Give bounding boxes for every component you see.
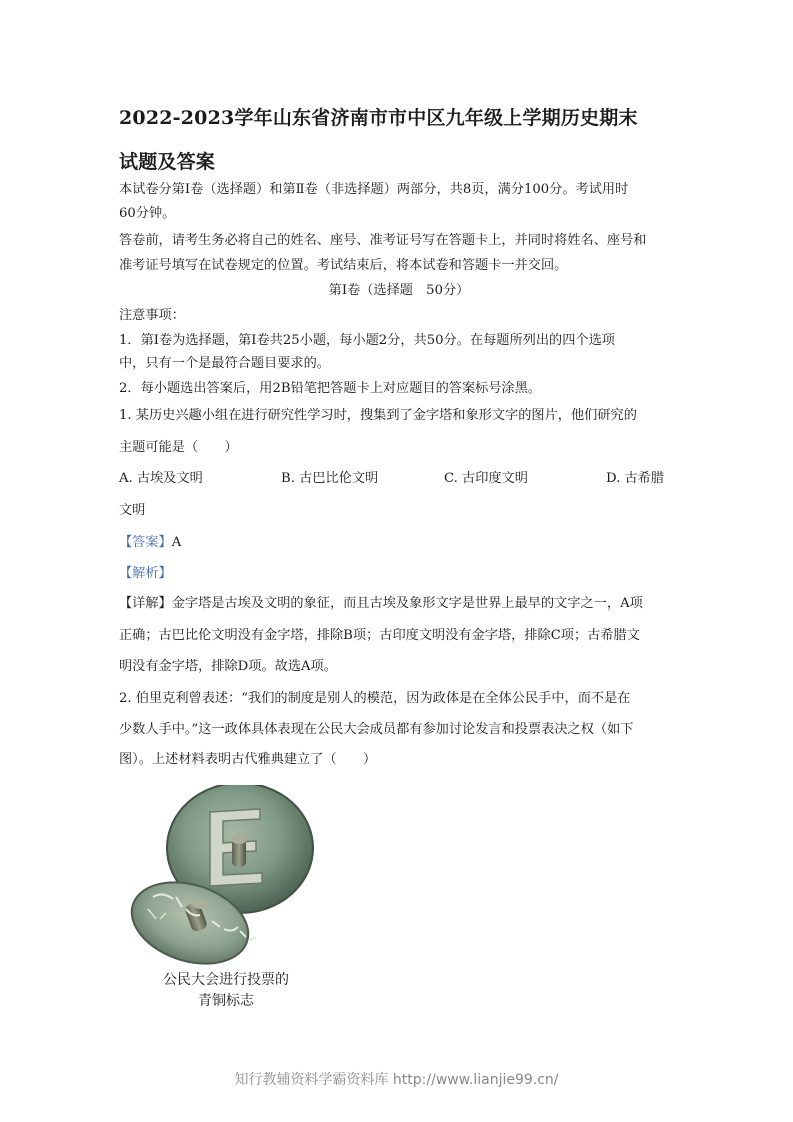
q1-stem-line: 1. 某历史兴趣小组在进行研究性学习时，搜集到了金字塔和象形文字的图片，他们研究的 (119, 408, 637, 423)
note-line: 2．每小题选出答案后，用2B铅笔把答题卡上对应题目的答案标号涂黑。 (119, 381, 542, 396)
notes-heading: 注意事项： (119, 308, 185, 323)
title-line-2: 试题及答案 (119, 151, 216, 173)
q1-answer (119, 533, 679, 553)
intro-line: 准考证号填写在试卷规定的位置。考试结束后，将本试卷和答题卡一并交回。 (119, 258, 568, 273)
bronze-voting-token-image (128, 785, 328, 970)
detail-tag: 【详解】 (119, 596, 172, 611)
page-title (119, 96, 679, 184)
q1-option-d: D. 古希腊 (606, 471, 665, 486)
answer-tag: 【答案】 (119, 535, 172, 550)
title-line-1: 2022-2023学年山东省济南市市中区九年级上学期历史期末 (119, 107, 638, 129)
intro-line: 60分钟。 (119, 206, 176, 221)
note-line: 1．第Ⅰ卷为选择题，第Ⅰ卷共25小题，每小题2分，共50分。在每题所列出的四个选项 (119, 333, 615, 348)
q1-detail-line (119, 594, 679, 614)
q1-option-b: B. 古巴比伦文明 (281, 471, 379, 486)
q2-stem-line: 图）。上述材料表明古代雅典建立了（ ） (119, 752, 377, 767)
detail-text: 金字塔是古埃及文明的象征，而且古埃及象形文字是世界上最早的文字之一，A项 (171, 596, 643, 611)
note-line: 中，只有一个是最符合题目要求的。 (119, 356, 330, 371)
intro-line: 本试卷分第Ⅰ卷（选择题）和第Ⅱ卷（非选择题）两部分，共8页，满分100分。考试用时 (119, 182, 629, 197)
q1-stem-line: 主题可能是（ ） (119, 440, 238, 455)
q1-option-a: A. 古埃及文明 (119, 471, 203, 486)
q1-option-c: C. 古印度文明 (444, 471, 528, 486)
figure-caption-line: 公民大会进行投票的 (163, 972, 289, 988)
section-heading: 第Ⅰ卷（选择题 50分） (328, 283, 470, 298)
q2-stem-line: 少数人手中。”这一政体具体表现在公民大会成员都有参加讨论发言和投票表决之权（如下 (119, 722, 634, 737)
figure-caption-line: 青铜标志 (198, 993, 254, 1009)
q2-stem-line: 2. 伯里克利曾表述：“我们的制度是别人的模范，因为政体是在全体公民手中，而不是在 (119, 691, 631, 706)
q1-detail-line: 正确；古巴比伦文明没有金字塔，排除B项；古印度文明没有金字塔，排除C项；古希腊文 (119, 628, 640, 643)
analysis-tag: 【解析】 (119, 566, 172, 581)
footer-watermark: 知行教辅资料学霸资料库 http://www.lianjie99.cn/ (234, 1072, 559, 1088)
answer-value: A (171, 535, 182, 550)
intro-line: 答卷前，请考生务必将自己的姓名、座号、准考证号写在答题卡上，并同时将姓名、座号和 (119, 233, 647, 248)
q1-detail-line: 明没有金字塔，排除D项。故选A项。 (119, 659, 337, 674)
bronze-tokens-illustration (128, 785, 328, 970)
q1-option-d-continued: 文明 (119, 503, 146, 518)
